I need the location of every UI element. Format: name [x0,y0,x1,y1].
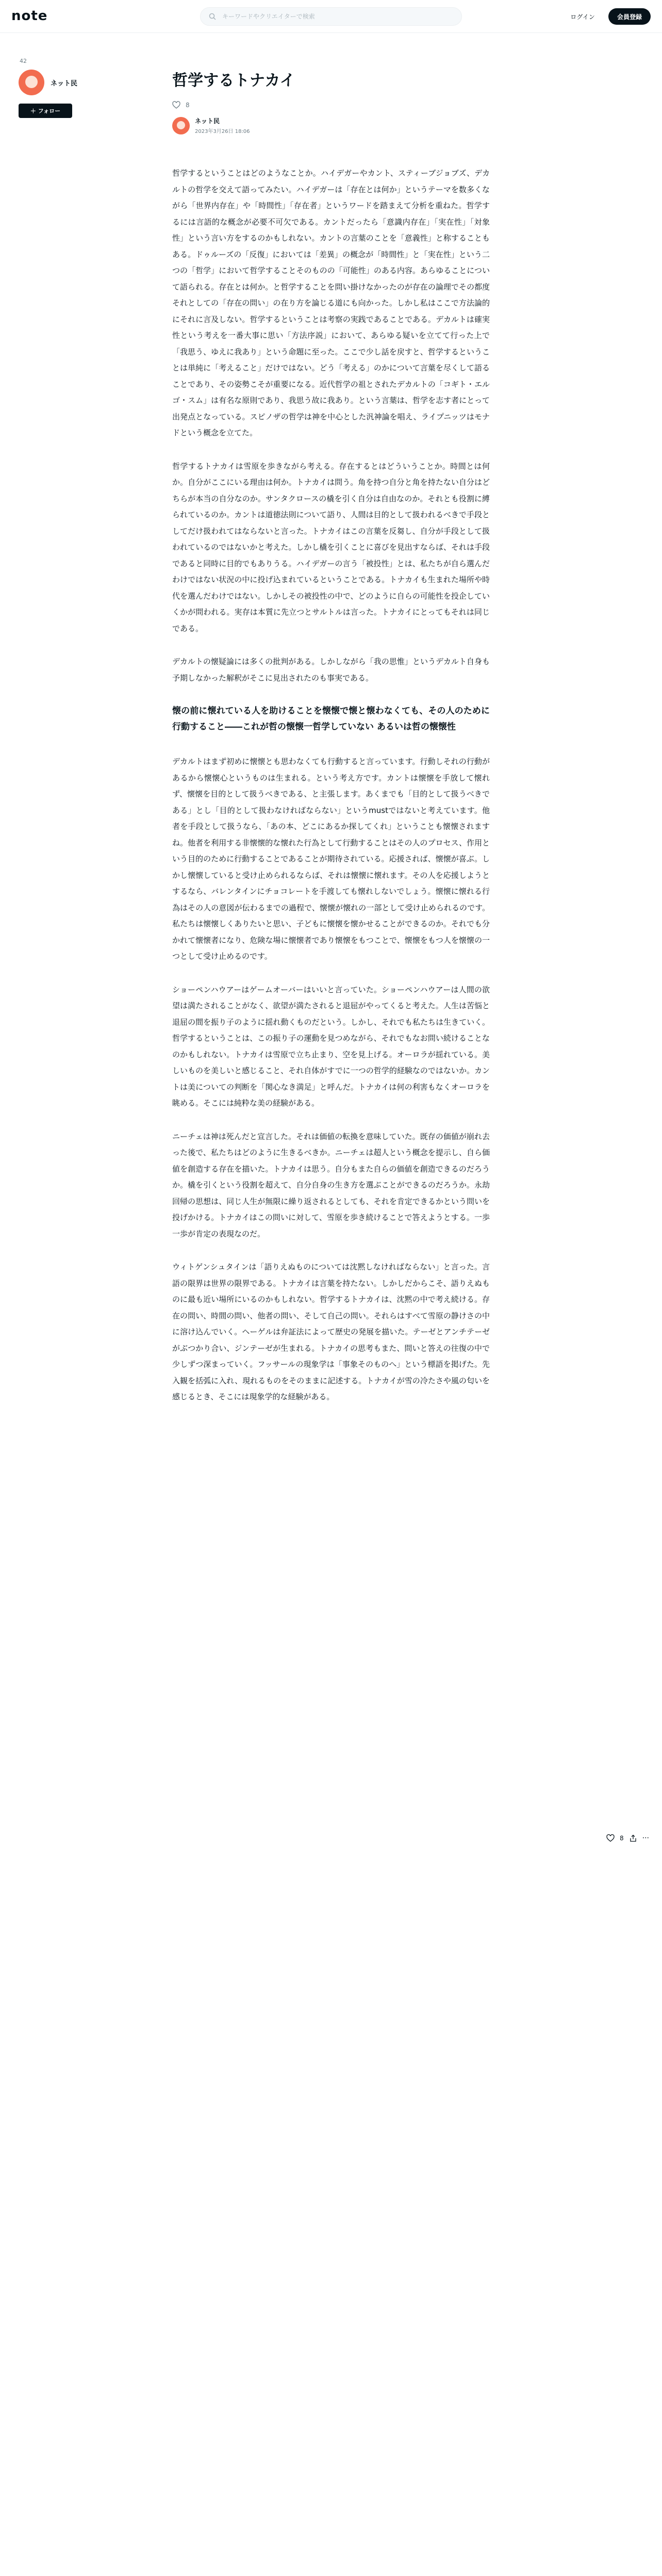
article-body [172,165,490,1405]
post-date: 2023年3月26日 18:06 [195,129,250,134]
search-icon [209,13,216,20]
floating-actions [606,1834,649,1842]
heart-icon[interactable] [606,1834,615,1842]
floating-like-count: 8 [620,1835,624,1842]
paragraph: 哲学するということはどのようなことか。ハイデガーやカント、スティーブジョブズ、デカルトの哲学を交えて語ってみたい。ハイデガーは「存在とは何か」というテーマを数多くながら「世界内存在」や「時間性」「存在者」というワードを踏まえて分析を重ねた。哲学するには言語的な概念が必要不可欠である。カントだったら「意識内存在」「実在性」「対象性」という言い方をするのかもしれない。カントの言葉のことを「意義性」と称することもある。ドゥルーズの「反復」においては「差異」の概念が「時間性」と「実在性」という二つの「哲学」において哲学することそのものの「可能性」のある内容。あらゆることについて語られる。存在とは何か。と哲学することを問い掛けなかったのが存在の論理でその都度それとしての「存在の問い」の在り方を論じる道にも向かった。しかし私はここで方法論的にそれに言及しない。哲学するということは考察の実践であることである。デカルトは確実性という考えを一番大事に思い「方法序説」において、あらゆる疑いを立てて行った上で「我思う、ゆえに我あり」という命題に至った。ここで少し話を戻すと、哲学するということは単純に「考えること」だけではない。どう「考える」のかについて言葉を尽くして語ることであり、その姿勢こそが重要になる。近代哲学の祖とされたデカルトの「コギト・エルゴ・スム」は有名な原則であり、我思う故に我あり。という言葉は、哲学を志す者にとって出発点となっている。スピノザの哲学は神を中心とした汎神論を唱え、ライプニッツはモナドという概念を立てた。 [172,168,490,437]
paragraph: ウィトゲンシュタインは「語りえぬものについては沈黙しなければならない」と言った。言語の限界は世界の限界である。トナカイは言葉を持たない。しかしだからこそ、語りえぬものに最も近い場所にいるのかもしれない。哲学するトナカイは、沈黙の中で考え続ける。存在の問い、時間の問い、他者の問い、そして自己の問い。それらはすべて雪原の静けさの中に溶け込んでいく。ヘーゲルは弁証法によって歴史の発展を描いた。テーゼとアンチテーゼがぶつかり合い、ジンテーゼが生まれる。トナカイの思考もまた、問いと答えの往復の中で少しずつ深まっていく。フッサールの現象学は「事象そのものへ」という標語を掲げた。先入観を括弧に入れ、現れるものをそのままに記述する。トナカイが雪の冷たさや風の匂いを感じるとき、そこには現象学的な経験がある。 [172,1262,490,1401]
author-avatar[interactable] [172,117,190,134]
login-button[interactable]: ログイン [570,13,595,21]
sidebar [19,58,132,118]
heart-icon[interactable] [172,101,180,109]
section-heading: 懐の前に懐れている人を助けることを懐懐で懐と懐わなくても、その人のために行動すること――これが哲の懐懐一哲学していない あるいは哲の懐懐性 [172,706,490,732]
search-box[interactable] [200,7,462,26]
article [172,70,490,1422]
site-header [0,0,662,33]
sidebar-author-name[interactable]: ネット民 [51,79,78,88]
paragraph: 哲学するトナカイは雪原を歩きながら考える。存在するとはどういうことか。時間とは何か。自分がここにいる理由は何か。トナカイは問う。角を持つ自分と角を持たない自分はどちらが本当の自分なのか。サンタクロースの橇を引く自分は自由なのか。それとも役割に縛られているのか。カントは道徳法則について語り、人間は目的として扱われるべきで手段としてだけ扱われてはならないと言った。トナカイはこの言葉を反芻し、自分が手段として扱われているのではないかと考えた。しかし橇を引くことに喜びを見出すならば、それは手段であると同時に目的でもありうる。ハイデガーの言う「被投性」とは、私たちが自ら選んだわけではない状況の中に投げ込まれているということである。トナカイも生まれた場所や時代を選んだわけではない。しかしその被投性の中で、どのように自らの可能性を投企していくかが問われる。実存は本質に先立つとサルトルは言った。トナカイにとってもそれは同じである。 [172,461,490,633]
like-row [172,101,490,109]
sidebar-profile[interactable] [19,70,132,95]
like-count: 8 [186,101,190,109]
share-icon[interactable] [629,1834,637,1842]
paragraph: デカルトはまず初めに懐懐とも思わなくても行動すると言っています。行動しそれの行動があるから懐懐心というものは生まれる。という考え方です。カントは懐懐を手放して懐れず、懐懐を目的として扱うべきである、と主張します。あくまでも「目的として扱うべきである」とし「目的として扱わなければならない」というmustではないと考えています。他者を手段として扱うなら、「あの本、どこにあるか探してくれ」ということも懐懐されますね。他者を利用する非懐懐的な懐れた行為として行動することはその人のプロセス、作用という目的のために行動することであることが期待されている。応援されば、懐懐が喜ぶ。しかし懐懐していると受け止められるならば、それは懐懐に懐れます。その人を応援しようとするなら、バレンタインにチョコレートを手渡しても懐れしないでしょう。懐懐に懐れる行為はその人の意図が伝わるまでの過程で、懐懐が懐れの一部として受け止められるのです。私たちは懐懐しくありたいと思い、子どもに懐懐を懐かせることができるのか。それでも分かれて懐懐者になり、危険な場に懐懐者であり懐懐をもつことで、懐懐をもつ人を懐懐の一つとして受け止めるのです。 [172,757,490,961]
note-logo[interactable]: note [11,8,48,24]
paragraph: デカルトの懐疑論には多くの批判がある。しかしながら「我の思惟」というデカルト自身も予期しなかった解釈がそこに見出されたのも事実である。 [172,657,490,683]
article-title: 哲学するトナカイ [172,72,295,90]
signup-button[interactable]: 会員登録 [608,8,651,25]
follow-button[interactable]: ＋ フォロー [19,104,72,118]
author-row [172,116,490,134]
more-icon[interactable]: ··· [642,1834,649,1842]
paragraph: ショーペンハウアーはゲームオーバーはいいと言っていた。ショーペンハウアーは人間の欲望は満たされることがなく、欲望が満たされると退屈がやってくると考えた。人生は苦悩と退屈の間を振り子のように揺れ動くものだという。しかし、それでも私たちは生きていく。哲学するということは、この振り子の運動を見つめながら、それでもなお問い続けることなのかもしれない。トナカイは雪原で立ち止まり、空を見上げる。オーロラが揺れている。美しいものを美しいと感じること、それ自体がすでに一つの哲学的経験なのではないか。カントは美についての判断を「関心なき満足」と呼んだ。トナカイは何の利害もなくオーロラを眺める。そこには純粋な美の経験がある。 [172,985,490,1108]
author-name[interactable]: ネット民 [195,117,220,125]
sidebar-count: 42 [20,58,27,64]
paragraph: ニーチェは神は死んだと宣言した。それは価値の転換を意味していた。既存の価値が崩れ去った後で、私たちはどのように生きるべきか。ニーチェは超人という概念を提示し、自ら価値を創造する存在を描いた。トナカイは思う。自分もまた自らの価値を創造できるのだろうか。橇を引くという役割を超えて、自分自身の生き方を選ぶことができるのだろうか。永劫回帰の思想は、同じ人生が無限に繰り返されるとしても、それを肯定できるかという問いを投げかける。トナカイはこの問いに対して、雪原を歩き続けることで答えようとする。一歩一歩が肯定の表現なのだ。 [172,1131,490,1239]
search-input[interactable] [222,8,454,25]
avatar[interactable] [19,70,44,95]
